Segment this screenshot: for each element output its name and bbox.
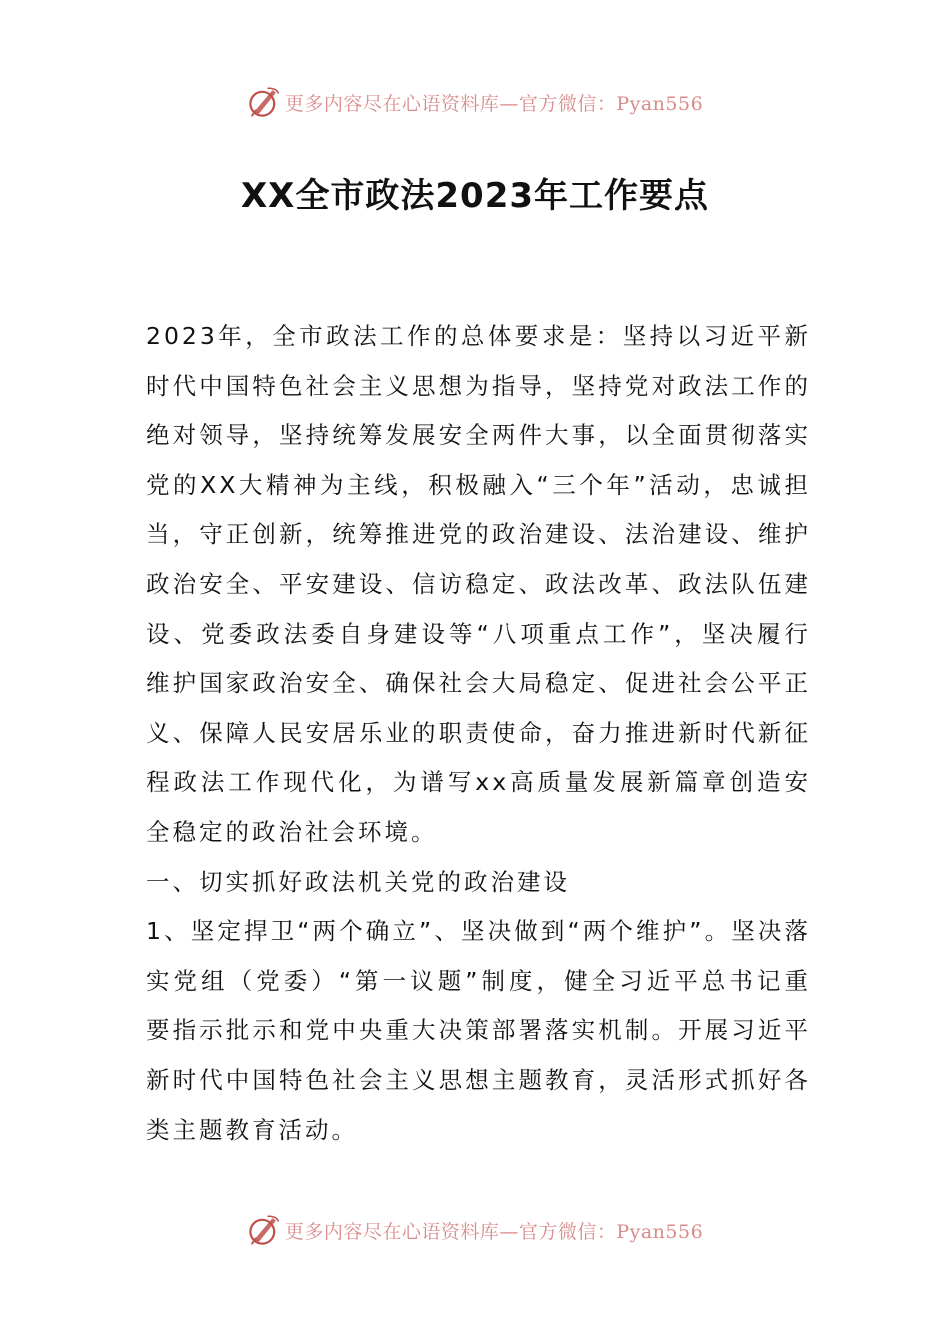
quill-pen-logo-icon <box>247 1213 281 1247</box>
quill-pen-logo-icon <box>247 85 281 119</box>
header-banner-text: 更多内容尽在心语资料库—官方微信：Pyan556 <box>284 92 704 115</box>
document-title: XX全市政法2023年工作要点 <box>240 176 710 216</box>
document-body <box>146 312 811 1155</box>
header-banner <box>0 82 950 122</box>
footer-banner <box>0 1210 950 1250</box>
section-heading-1: 一、切实抓好政法机关党的政治建设 <box>146 867 570 896</box>
footer-banner-text: 更多内容尽在心语资料库—官方微信：Pyan556 <box>284 1220 704 1243</box>
body-paragraph-item-1: 1、坚定捍卫“两个确立”、坚决做到“两个维护”。坚决落实党组（党委）“第一议题”制度，健全习近平总书记重要指示批示和党中央重大决策部署落实机制。开展习近平新时代中国特色社会主义思想主题教育，灵活形式抓好各类主题教育活动。 <box>146 917 811 1144</box>
body-paragraph-intro: 2023年，全市政法工作的总体要求是：坚持以习近平新时代中国特色社会主义思想为指导，坚持党对政法工作的绝对领导，坚持统筹发展安全两件大事，以全面贯彻落实党的XX大精神为主线，积极融入“三个年”活动，忠诚担当，守正创新，统筹推进党的政治建设、法治建设、维护政治安全、平安建设、信访稳定、政法改革、政法队伍建设、党委政法委自身建设等“八项重点工作”，坚决履行维护国家政治安全、确保社会大局稳定、促进社会公平正义、保障人民安居乐业的职责使命，奋力推进新时代新征程政法工作现代化，为谱写xx高质量发展新篇章创造安全稳定的政治社会环境。 <box>146 322 811 846</box>
